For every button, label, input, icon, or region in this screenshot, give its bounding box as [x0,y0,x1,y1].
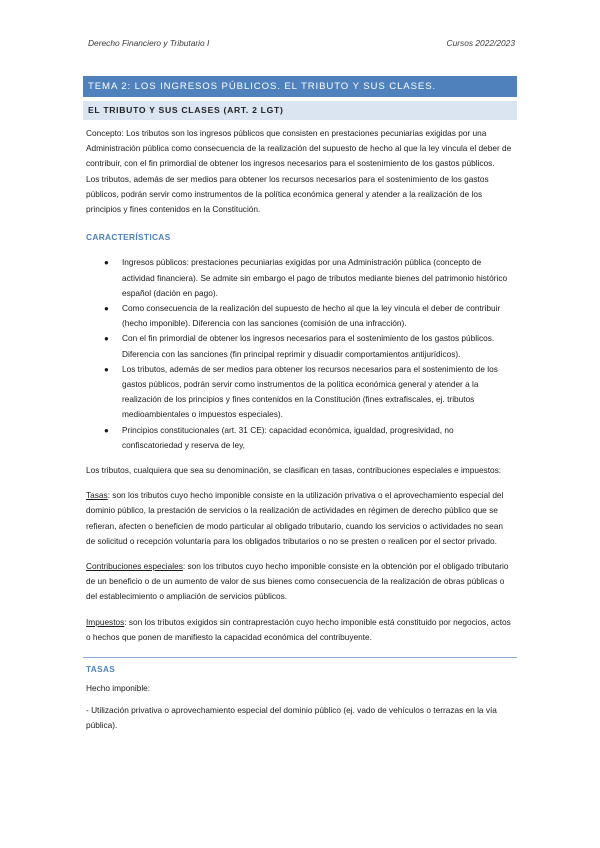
tasas-label: Tasas [86,490,108,501]
intro-paragraph: Los tributos, además de ser medios para obtener los recursos necesarios para el sostenimiento de los gastos públicos, podrán servir como instrumentos de la política económica general y atender a la realización de los principios y fines contenidos en la Constitución. [86,173,489,215]
list-item: ● Los tributos, además de ser medios para obtener los recursos necesarios para el sostenimiento de los gastos públicos, podrán servir como instrumentos de la política económica general y atender a la realización de los principios y fines contenidos en la Constitución (fines extrafiscales, ej. tributos medioambientales o impuestos especiales). [104,363,498,420]
impuestos-paragraph [86,615,514,645]
section-divider [83,657,517,658]
clasificacion-paragraph: Los tributos, cualquiera que sea su denominación, se clasifican en tasas, contribuciones especiales e impuestos: [86,465,502,476]
concepto-label: Concepto: [86,128,124,138]
bullet-icon: ● [104,258,109,268]
document-body [86,126,514,733]
list-item: ● Como consecuencia de la realización del supuesto de hecho al que la ley vincula el deber de contribuir (hecho imponible). Diferencia con las sanciones (comisión de una infracción). [104,303,501,329]
tasas-item: - Utilización privativa o aprovechamiento especial del dominio público (ej. vado de vehículos o terrazas en la vía pública). [86,704,497,730]
list-item: ● Con el fin primordial de obtener los ingresos necesarios para el sostenimiento de los gastos públicos. Diferencia con las sanciones (fin principal reprimir y disuadir comportamientos antijurídicos). [104,333,495,359]
impuestos-text: : son los tributos exigidos sin contraprestación cuyo hecho imponible está constituido por negocios, actos o hechos que ponen de manifiesto la capacidad económica del contribuyente. [86,616,511,642]
list-item: ● Ingresos públicos: prestaciones pecuniarias exigidas por una Administración pública (concepto de actividad financiera). Se admite sin embargo el pago de tributos mediante bienes del patrimonio histórico español (dación en pago). [104,257,508,298]
header-subject: Derecho Financiero y Tributario I [88,38,210,48]
bullet-icon: ● [104,334,109,344]
concepto-paragraph [86,126,514,172]
header-course: Cursos 2022/2023 [446,38,515,48]
tasas-heading: TASAS [86,665,116,675]
section-title: EL TRIBUTO Y SUS CLASES (ART. 2 LGT) [83,101,517,120]
contribuciones-text: : son los tributos cuyo hecho imponible consiste en la obtención por el obligado tributario de un beneficio o de un aumento de valor de sus bienes como consecuencia de la realización de obras públicas o del establecimiento o ampliación de servicios públicos. [86,561,509,602]
topic-title: TEMA 2: LOS INGRESOS PÚBLICOS. EL TRIBUTO Y SUS CLASES. [83,76,517,97]
impuestos-label: Impuestos [86,616,125,627]
concepto-text: Los tributos son los ingresos públicos que consisten en prestaciones pecuniarias exigidas por una Administración pública como consecuencia de la realización del supuesto de hecho al que la ley vincula el deber de contribuir, con el fin primordial de obtener los ingresos necesarios para el sostenimiento de los gastos públicos. [86,128,512,169]
bullet-icon: ● [104,304,109,314]
bullet-icon: ● [104,364,109,374]
hecho-imponible-subheading: Hecho imponible: [86,683,151,694]
contribuciones-paragraph [86,559,514,605]
tasas-text: : son los tributos cuyo hecho imponible consiste en la utilización privativa o el aprovechamiento especial del dominio público, la prestación de servicios o la realización de actividades en régimen de derecho público que se refieran, afecten o beneficien de modo particular al obligado tributario, cuando los servicios o actividades no sean de solicitud o recepción voluntaria para los obligados tributarios o no se presten o realicen por el sector privado. [86,490,504,546]
tasas-paragraph [86,488,514,549]
bullet-icon: ● [104,425,109,435]
caracteristicas-list [86,255,514,453]
list-item: ● Principios constitucionales (art. 31 CE): capacidad económica, igualdad, progresividad, no confiscatoriedad y reserva de ley, [104,424,454,450]
contribuciones-label: Contribuciones especiales [86,561,183,572]
caracteristicas-heading: CARACTERÍSTICAS [86,232,171,243]
